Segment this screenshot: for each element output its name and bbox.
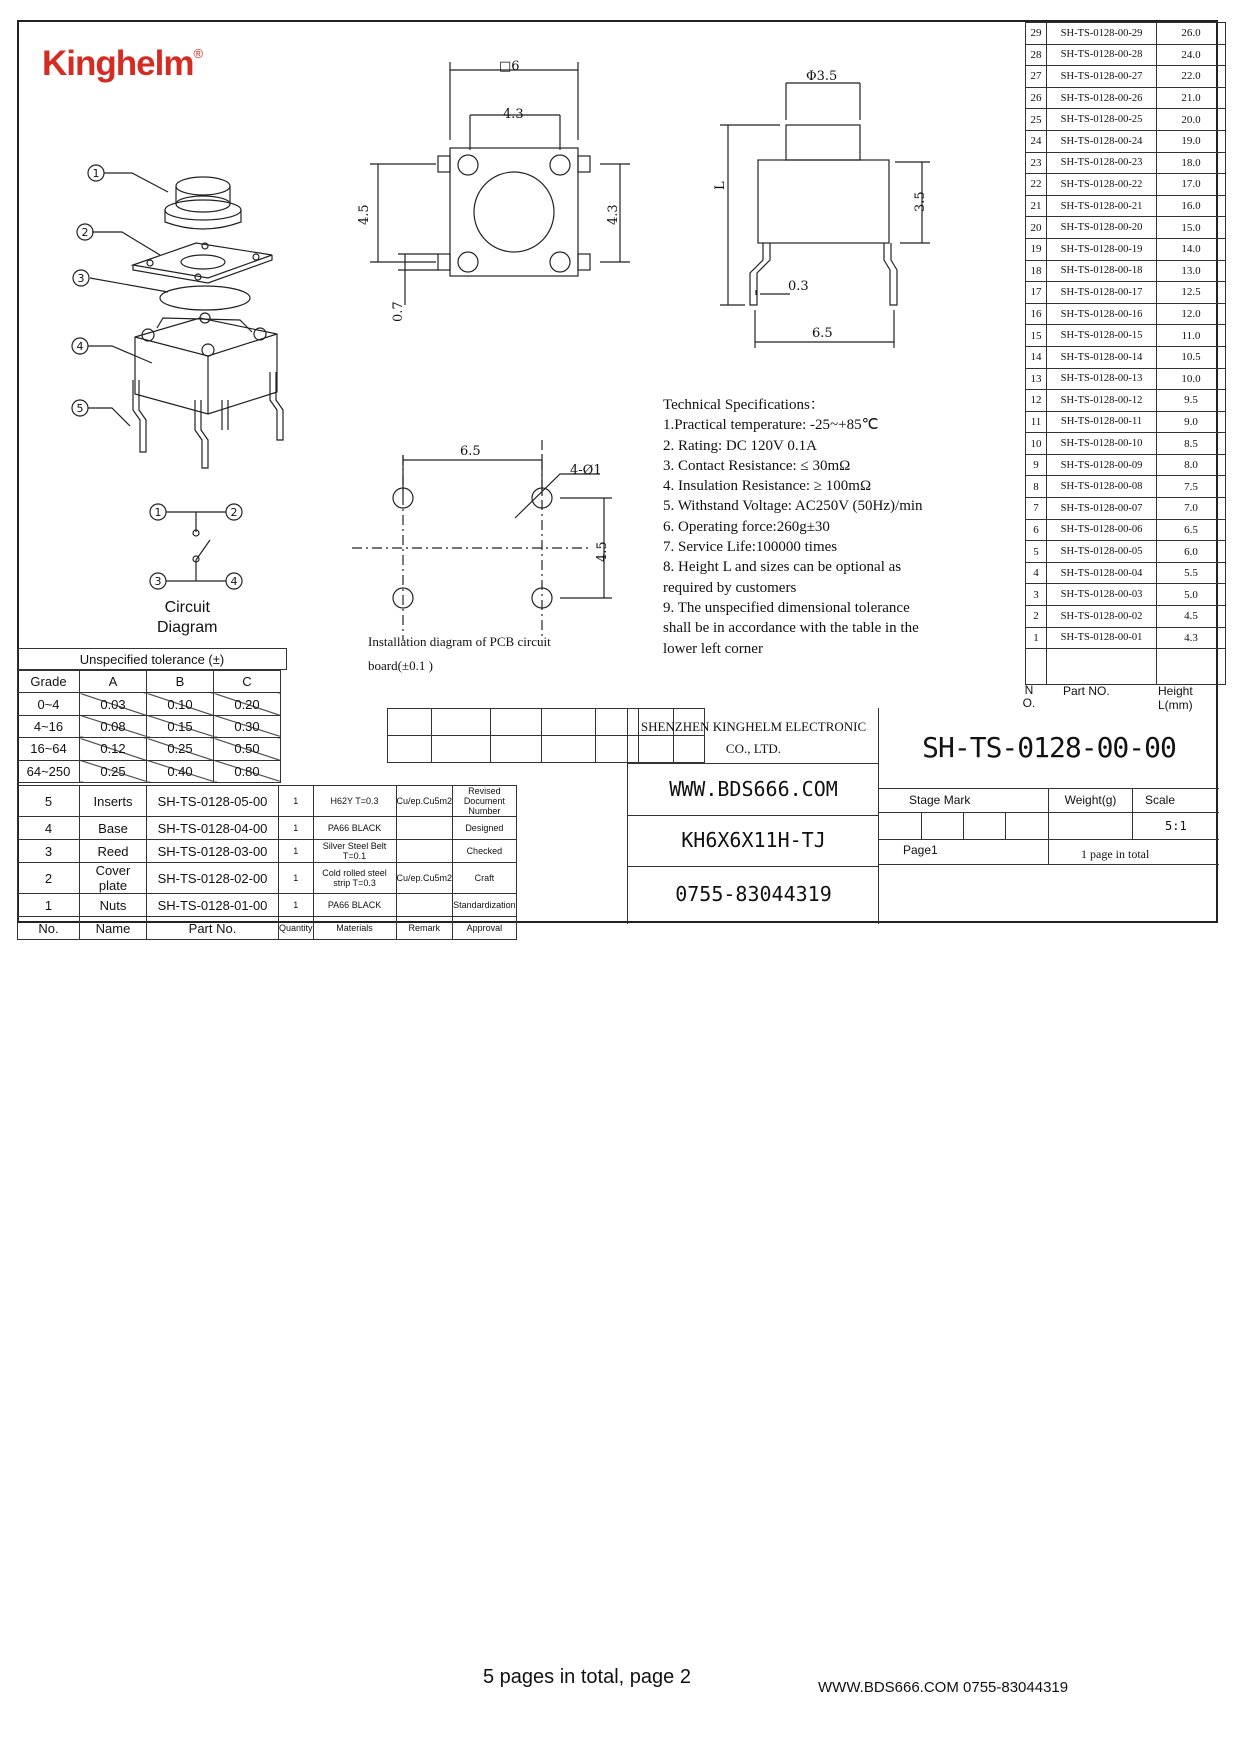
spec-item: 6. Operating force:260g±30 [663, 518, 830, 535]
tolerance-header: A [80, 671, 147, 693]
dim-pcb-holes: 4-Ø1 [570, 463, 602, 478]
part-number: SH-TS-0128-00-06 [1047, 519, 1157, 541]
part-number: SH-TS-0128-00-03 [1047, 584, 1157, 606]
scale-value: 5:1 [1133, 813, 1219, 840]
table-row [1026, 217, 1226, 239]
part-name: Inserts [80, 786, 147, 817]
height-value: 7.0 [1157, 498, 1226, 520]
terminal-4: 4 [230, 575, 238, 588]
tolerance-value: 0.50 [214, 738, 281, 760]
part-name: Nuts [80, 894, 147, 917]
height-value: 6.0 [1157, 541, 1226, 563]
tolerance-value: 0.25 [80, 760, 147, 782]
table-row [1026, 562, 1226, 584]
stage-mark-label: Stage Mark [879, 788, 1049, 813]
spec-item: 7. Service Life:100000 times [663, 539, 838, 556]
circuit-caption: Circuit Diagram [157, 599, 218, 636]
spec-item: 9. The unspecified dimensional tolerance [663, 599, 910, 616]
part-code: SH-TS-0128-02-00 [147, 863, 279, 894]
dim-L: L [713, 181, 728, 190]
callout-4: 4 [76, 340, 84, 353]
row-number: 20 [1026, 217, 1047, 239]
tolerance-header: Grade [18, 671, 80, 693]
approval-cell: Designed [453, 817, 517, 840]
part-code: SH-TS-0128-03-00 [147, 840, 279, 863]
height-value: 12.5 [1157, 282, 1226, 304]
row-number: 15 [1026, 325, 1047, 347]
part-number: SH-TS-0128-00-20 [1047, 217, 1157, 239]
tolerance-title: Unspecified tolerance (±) [17, 648, 287, 670]
table-row [18, 817, 517, 840]
height-value: 5.5 [1157, 562, 1226, 584]
dim-h43: 4.3 [606, 204, 621, 225]
row-number: 25 [1026, 109, 1047, 131]
spec-item: 4. Insulation Resistance: ≥ 100mΩ [663, 478, 872, 495]
tolerance-grade: 4~16 [18, 715, 80, 737]
part-code: SH-TS-0128-01-00 [147, 894, 279, 917]
technical-specifications [663, 395, 963, 659]
title-block-left [627, 708, 879, 924]
table-row [18, 693, 281, 715]
weight-value-cell [1049, 813, 1133, 840]
parts-header: Remark [396, 917, 453, 940]
table-row [1026, 390, 1226, 412]
website-text: WWW.BDS666.COM [628, 764, 879, 816]
spec-item: 8. Height L and sizes can be optional as [663, 559, 902, 576]
pcb-caption: Installation diagram of PCB circuit board(±0.1 ) [368, 634, 551, 673]
row-number: 18 [1026, 260, 1047, 282]
part-quantity: 1 [279, 840, 314, 863]
tolerance-value: 0.03 [80, 693, 147, 715]
tolerance-value: 0.10 [147, 693, 214, 715]
callout-3: 3 [77, 272, 85, 285]
spec-item: 3. Contact Resistance: ≤ 30mΩ [663, 457, 851, 474]
table-row [1026, 627, 1226, 649]
part-number: SH-TS-0128-00-09 [1047, 454, 1157, 476]
spec-item: lower left corner [663, 640, 763, 657]
table-row [1026, 433, 1226, 455]
pn-header-height: Height L(mm) [1158, 684, 1193, 712]
part-quantity: 1 [279, 817, 314, 840]
callout-2: 2 [81, 226, 89, 239]
tolerance-value: 0.40 [147, 760, 214, 782]
row-number: 16 [1026, 303, 1047, 325]
height-value: 16.0 [1157, 195, 1226, 217]
pages-total-label: 1 page in total [1049, 840, 1219, 865]
part-name: Base [80, 817, 147, 840]
part-number: SH-TS-0128-00-02 [1047, 606, 1157, 628]
weight-label: Weight(g) [1049, 788, 1133, 813]
dim-pin07: 0.7 [391, 301, 406, 322]
part-number: SH-TS-0128-00-16 [1047, 303, 1157, 325]
row-number: 2 [1026, 606, 1047, 628]
table-row [1026, 152, 1226, 174]
row-number: 26 [1026, 87, 1047, 109]
row-number: 12 [1026, 390, 1047, 412]
dim-square: □6 [499, 59, 520, 74]
parts-header: Part No. [147, 917, 279, 940]
height-value: 14.0 [1157, 238, 1226, 260]
parts-header: Materials [313, 917, 396, 940]
approval-cell: Revised Document Number [453, 786, 517, 817]
part-number: SH-TS-0128-00-28 [1047, 44, 1157, 66]
row-number: 19 [1026, 238, 1047, 260]
terminal-2: 2 [230, 506, 238, 519]
part-number: SH-TS-0128-00-27 [1047, 66, 1157, 88]
part-remark [396, 817, 453, 840]
table-row [1026, 346, 1226, 368]
part-quantity: 1 [279, 863, 314, 894]
table-row [1026, 44, 1226, 66]
dim-w43: 4.3 [503, 107, 524, 122]
table-row [1026, 87, 1226, 109]
dim-h35: 3.5 [913, 191, 928, 212]
part-number: SH-TS-0128-00-25 [1047, 109, 1157, 131]
row-number: 17 [1026, 282, 1047, 304]
table-row [1026, 195, 1226, 217]
part-number-table [1025, 22, 1226, 685]
height-value: 26.0 [1157, 23, 1226, 45]
part-code: SH-TS-0128-04-00 [147, 817, 279, 840]
part-material: PA66 BLACK [313, 817, 396, 840]
row-number: 1 [1026, 627, 1047, 649]
callout-5: 5 [76, 402, 84, 415]
parts-header: Approval [453, 917, 517, 940]
height-value: 13.0 [1157, 260, 1226, 282]
row-number: 23 [1026, 152, 1047, 174]
part-number: SH-TS-0128-00-19 [1047, 238, 1157, 260]
table-row [1026, 454, 1226, 476]
page-label: Page1 [879, 840, 1049, 865]
row-number: 14 [1026, 346, 1047, 368]
model-text: KH6X6X11H-TJ [628, 815, 879, 867]
spec-item: shall be in accordance with the table in the [663, 620, 919, 637]
tolerance-grade: 16~64 [18, 738, 80, 760]
part-name: Reed [80, 840, 147, 863]
part-no: 2 [18, 863, 80, 894]
part-quantity: 1 [279, 894, 314, 917]
table-row [1026, 109, 1226, 131]
height-value: 15.0 [1157, 217, 1226, 239]
row-number: 28 [1026, 44, 1047, 66]
part-no: 1 [18, 894, 80, 917]
table-row [1026, 303, 1226, 325]
height-value: 19.0 [1157, 130, 1226, 152]
part-number: SH-TS-0128-00-21 [1047, 195, 1157, 217]
height-value: 9.5 [1157, 390, 1226, 412]
table-row [1026, 476, 1226, 498]
tolerance-header: B [147, 671, 214, 693]
part-number: SH-TS-0128-00-05 [1047, 541, 1157, 563]
table-row [1026, 66, 1226, 88]
dim-dia35: Φ3.5 [806, 69, 838, 84]
parts-header: Quantity [279, 917, 314, 940]
part-number: SH-TS-0128-00-13 [1047, 368, 1157, 390]
dim-pcb-w65: 6.5 [460, 444, 481, 459]
table-row [1026, 584, 1226, 606]
dim-pcb-h45: 4.5 [595, 541, 610, 562]
approval-cell: Standardization [453, 894, 517, 917]
part-number: SH-TS-0128-00-07 [1047, 498, 1157, 520]
table-row [18, 738, 281, 760]
parts-table [17, 785, 517, 940]
row-number: 4 [1026, 562, 1047, 584]
exploded-label-circles [72, 165, 104, 416]
table-row [18, 840, 517, 863]
row-number: 27 [1026, 66, 1047, 88]
tolerance-value: 0.80 [214, 760, 281, 782]
height-value: 17.0 [1157, 174, 1226, 196]
scale-label: Scale [1133, 788, 1219, 813]
part-code: SH-TS-0128-05-00 [147, 786, 279, 817]
part-quantity: 1 [279, 786, 314, 817]
approval-cell: Craft [453, 863, 517, 894]
tolerance-header: C [214, 671, 281, 693]
pn-header-no: N O. [1022, 683, 1036, 710]
row-number: 13 [1026, 368, 1047, 390]
dim-w65: 6.5 [812, 326, 833, 341]
part-material: Cold rolled steel strip T=0.3 [313, 863, 396, 894]
part-number: SH-TS-0128-00-24 [1047, 130, 1157, 152]
height-value: 18.0 [1157, 152, 1226, 174]
table-row [18, 786, 517, 817]
part-remark [396, 840, 453, 863]
part-material: PA66 BLACK [313, 894, 396, 917]
table-row [18, 894, 517, 917]
part-number: SH-TS-0128-00-14 [1047, 346, 1157, 368]
approval-cell: Checked [453, 840, 517, 863]
footer-page-count: 5 pages in total, page 2 [483, 1666, 691, 1688]
side-view [720, 83, 930, 348]
table-row [1026, 23, 1226, 45]
exploded-view [88, 173, 283, 468]
row-number: 3 [1026, 584, 1047, 606]
table-row [1026, 282, 1226, 304]
tolerance-value: 0.08 [80, 715, 147, 737]
height-value: 4.3 [1157, 627, 1226, 649]
height-value: 11.0 [1157, 325, 1226, 347]
height-value: 12.0 [1157, 303, 1226, 325]
company-name-line2: CO., LTD. [725, 741, 782, 756]
row-number: 8 [1026, 476, 1047, 498]
spec-title: Technical Specifications： [663, 397, 825, 413]
row-number: 6 [1026, 519, 1047, 541]
height-value: 22.0 [1157, 66, 1226, 88]
height-value: 9.0 [1157, 411, 1226, 433]
part-number: SH-TS-0128-00-23 [1047, 152, 1157, 174]
tolerance-value: 0.15 [147, 715, 214, 737]
drawing-number: SH-TS-0128-00-00 [879, 708, 1219, 789]
height-value: 8.0 [1157, 454, 1226, 476]
stage-mark-cells [879, 813, 1049, 840]
parts-header: No. [18, 917, 80, 940]
tolerance-table [17, 670, 281, 783]
dim-h45: 4.5 [357, 204, 372, 225]
part-no: 5 [18, 786, 80, 817]
table-row [1026, 541, 1226, 563]
terminal-1: 1 [154, 506, 162, 519]
height-value: 20.0 [1157, 109, 1226, 131]
terminal-3: 3 [154, 575, 162, 588]
height-value: 7.5 [1157, 476, 1226, 498]
row-number: 9 [1026, 454, 1047, 476]
table-row [1026, 411, 1226, 433]
title-block-right [878, 708, 1219, 924]
part-number: SH-TS-0128-00-01 [1047, 627, 1157, 649]
row-number: 22 [1026, 174, 1047, 196]
parts-header: Name [80, 917, 147, 940]
row-number: 24 [1026, 130, 1047, 152]
tolerance-grade: 0~4 [18, 693, 80, 715]
height-value: 5.0 [1157, 584, 1226, 606]
height-value: 10.5 [1157, 346, 1226, 368]
row-number: 29 [1026, 23, 1047, 45]
table-row [1026, 325, 1226, 347]
part-number: SH-TS-0128-00-10 [1047, 433, 1157, 455]
table-row [18, 760, 281, 782]
table-row [1026, 130, 1226, 152]
part-number: SH-TS-0128-00-08 [1047, 476, 1157, 498]
part-material: H62Y T=0.3 [313, 786, 396, 817]
part-number: SH-TS-0128-00-29 [1047, 23, 1157, 45]
table-row [1026, 606, 1226, 628]
part-material: Silver Steel Belt T=0.1 [313, 840, 396, 863]
row-number: 11 [1026, 411, 1047, 433]
part-no: 4 [18, 817, 80, 840]
row-number: 5 [1026, 541, 1047, 563]
height-value: 21.0 [1157, 87, 1226, 109]
height-value: 4.5 [1157, 606, 1226, 628]
part-number: SH-TS-0128-00-17 [1047, 282, 1157, 304]
tolerance-value: 0.25 [147, 738, 214, 760]
tolerance-value: 0.20 [214, 693, 281, 715]
spec-item: 2. Rating: DC 120V 0.1A [663, 437, 817, 454]
height-value: 24.0 [1157, 44, 1226, 66]
table-row [1026, 519, 1226, 541]
table-row [1026, 260, 1226, 282]
circuit-diagram-lines [150, 504, 242, 589]
height-value: 8.5 [1157, 433, 1226, 455]
tolerance-value: 0.30 [214, 715, 281, 737]
callout-1: 1 [92, 167, 100, 180]
part-remark: Cu/ep.Cu5m2 [396, 786, 453, 817]
table-row [18, 863, 517, 894]
part-name: Cover plate [80, 863, 147, 894]
company-name-line1: SHENZHEN KINGHELM ELECTRONIC [640, 719, 867, 734]
row-number: 10 [1026, 433, 1047, 455]
spec-item: 5. Withstand Voltage: AC250V (50Hz)/min [663, 498, 923, 515]
row-number: 7 [1026, 498, 1047, 520]
phone-text: 0755-83044319 [675, 882, 832, 906]
table-row [18, 715, 281, 737]
table-row [1026, 238, 1226, 260]
row-number: 21 [1026, 195, 1047, 217]
part-number: SH-TS-0128-00-18 [1047, 260, 1157, 282]
table-row [1026, 498, 1226, 520]
table-row [1026, 174, 1226, 196]
height-value: 6.5 [1157, 519, 1226, 541]
spec-item: required by customers [663, 579, 797, 596]
dim-t03: 0.3 [788, 279, 809, 294]
tolerance-grade: 64~250 [18, 760, 80, 782]
part-number: SH-TS-0128-00-15 [1047, 325, 1157, 347]
table-row [1026, 368, 1226, 390]
height-value: 10.0 [1157, 368, 1226, 390]
part-remark [396, 894, 453, 917]
part-remark: Cu/ep.Cu5m2 [396, 863, 453, 894]
top-view [370, 62, 630, 305]
part-number: SH-TS-0128-00-26 [1047, 87, 1157, 109]
spec-item: 1.Practical temperature: -25~+85℃ [663, 417, 879, 434]
part-number: SH-TS-0128-00-11 [1047, 411, 1157, 433]
part-number: SH-TS-0128-00-12 [1047, 390, 1157, 412]
kinghelm-logo: Kinghelm® [42, 44, 203, 83]
part-number: SH-TS-0128-00-04 [1047, 562, 1157, 584]
part-no: 3 [18, 840, 80, 863]
tolerance-value: 0.12 [80, 738, 147, 760]
pn-header-part-no: Part NO. [1063, 684, 1110, 698]
part-number: SH-TS-0128-00-22 [1047, 174, 1157, 196]
footer-contact: WWW.BDS666.COM 0755-83044319 [818, 1679, 1069, 1696]
